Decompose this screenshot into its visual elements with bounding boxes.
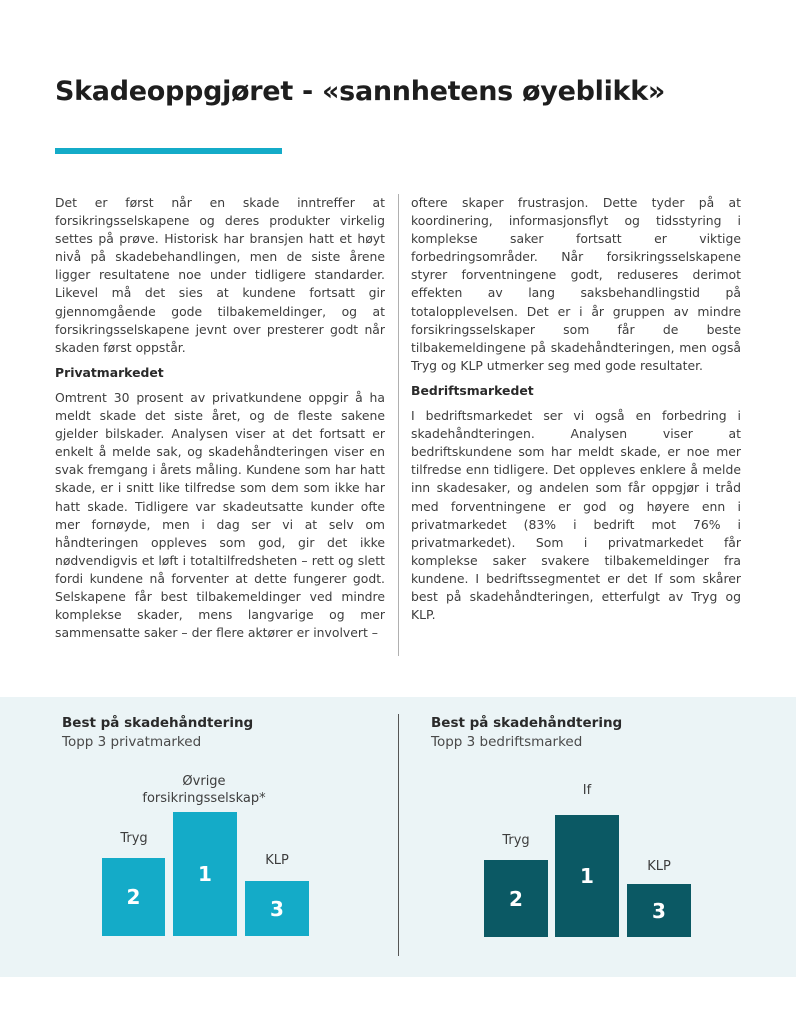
category-label-tryg: Tryg [120, 831, 148, 846]
bedriftsmarked-chart [431, 715, 761, 945]
privatmarked-chart [62, 715, 392, 945]
chart-band [0, 697, 796, 977]
bar-tryg: 2 [102, 858, 165, 936]
category-label-ovrige: Øvrige forsikringsselskap* [142, 774, 266, 806]
intro-paragraph: Det er først når en skade inntreffer at forsikringsselskapene og deres produkter virkelig settes på prøve. Historisk har bransjen hatt et høyt nivå på skadebehandlingen, men de siste årene ligger resultatene noe under tidligere standarder. Likevel må det sies at kundene fortsatt gir gjennomgående gode tilbakemeldinger, og at forsikringsselskapene jevnt over presterer godt når skaden først oppstår. [55, 195, 385, 355]
category-label-tryg: Tryg [502, 833, 530, 848]
page-title: Skadeoppgjøret - «sannhetens øyeblikk» [55, 76, 666, 107]
privatmarkedet-heading: Privatmarkedet [55, 364, 164, 380]
bedriftsmarkedet-heading: Bedriftsmarkedet [411, 382, 534, 398]
category-label-klp: KLP [265, 853, 289, 868]
category-label-if: If [582, 783, 592, 798]
chart-subtitle: Topp 3 privatmarked [62, 734, 202, 750]
privatmarkedet-paragraph: Omtrent 30 prosent av privatkundene oppgir å ha meldt skade det siste året, og de fleste sakene gjelder bilskader. Analysen viser at det fortsatt er enkelt å melde sak, og skadehåndteringen viser en svak fremgang i årets måling. Kundene som har hatt skade, er i snitt like tilfredse som dem som ikke har hatt skade. Tidligere var skadeutsatte kunder ofte mer fornøyde, men i dag ser vi at selv om håndteringen oppleves som god, gir det ikke nødvendigvis et løft i totaltilfredsheten – rett og slett fordi kundene nå forventer at dette fungerer godt. Selskapene får best tilbakemeldinger ved mindre komplekse skader, mens langvarige og mer sammensatte saker – der flere aktører er involvert – [55, 389, 385, 641]
chart-subtitle: Topp 3 bedriftsmarked [431, 734, 583, 750]
chart-title: Best på skadehåndtering [431, 715, 623, 731]
bar-if: 1 [555, 815, 619, 937]
bar-tryg: 2 [484, 860, 548, 937]
chart-divider [398, 714, 399, 956]
bar-ovrige: 1 [173, 812, 237, 936]
right-text-column [411, 194, 741, 631]
column-divider [398, 194, 399, 656]
left-text-column [55, 194, 385, 649]
category-label-klp: KLP [647, 859, 671, 874]
continuation-paragraph: oftere skaper frustrasjon. Dette tyder på at koordinering, informasjonsflyt og tidsstyring i komplekse saker fortsatt er viktige forbedringsområder. Når forsikringsselskapene styrer forventningene godt, reduseres derimot effekten av lang saksbehandlingstid på totalopplevelsen. Det er i år gruppen av mindre forsikringsselskaper som får de beste tilbakemeldingene på skadehåndteringen, men også Tryg og KLP utmerker seg med gode resultater. [411, 195, 741, 373]
chart-title: Best på skadehåndtering [62, 715, 254, 731]
bar-klp: 3 [627, 884, 691, 937]
bedriftsmarkedet-paragraph: I bedriftsmarkedet ser vi også en forbedring i skadehåndteringen. Analysen viser at bedriftskundene som har meldt skade, er noe mer tilfredse enn tidligere. Det oppleves enklere å melde inn skadesaker, og andelen som får oppgjør i tråd med forventningene er god og høyere enn i privatmarkedet (83% i bedrift mot 76% i privatmarkedet). Som i privatmarkedet får komplekse saker svakere tilbakemeldinger fra kundene. I bedriftssegmentet er det If som skårer best på skadehåndteringen, etterfulgt av Tryg og KLP. [411, 408, 741, 623]
title-accent-rule [55, 148, 282, 154]
bar-klp: 3 [245, 881, 309, 936]
